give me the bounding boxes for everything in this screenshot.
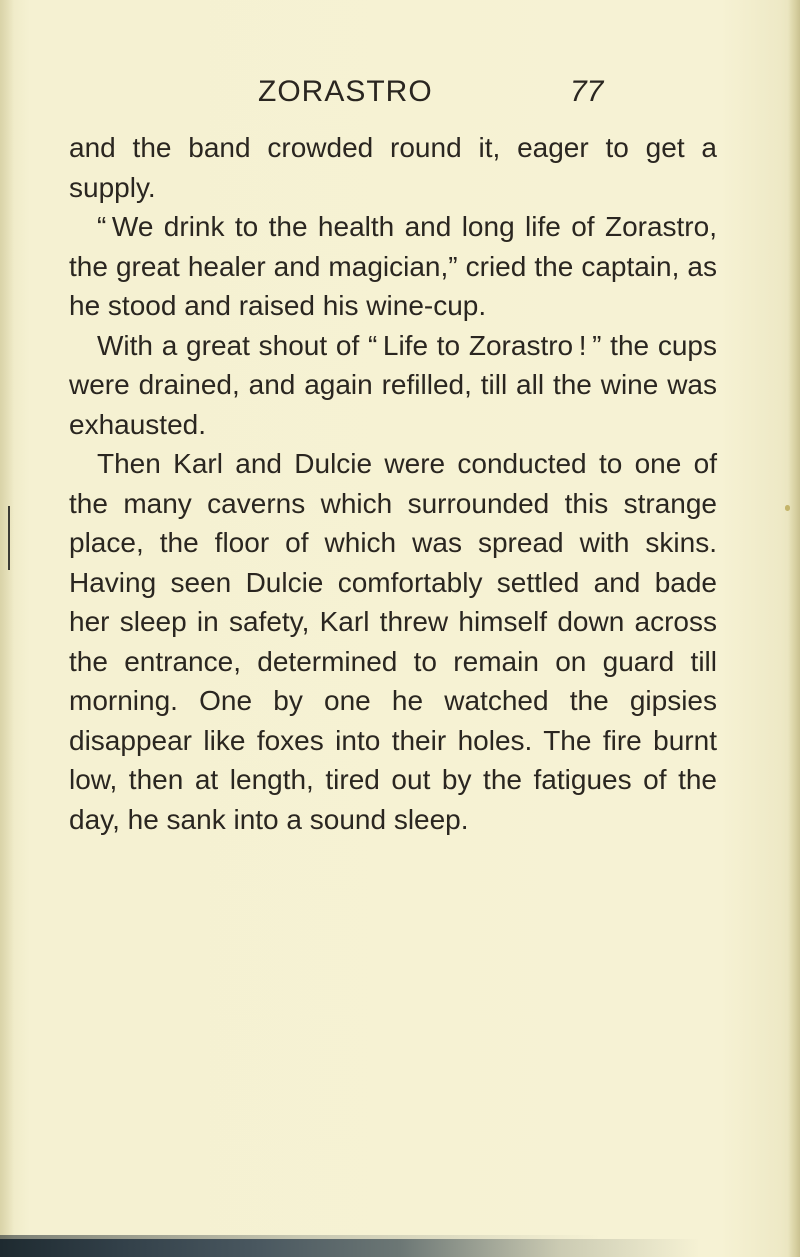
paragraph: With a great shout of “ Life to Zorastro ! ” the cups were drained, and again refilled, till all the wine was exhausted. [69, 329, 717, 440]
margin-mark [8, 506, 10, 570]
scan-edge [0, 1239, 800, 1257]
page-edge [788, 0, 800, 1257]
running-head [0, 72, 800, 112]
body-text [69, 128, 717, 839]
paragraph: and the band crowded round it, eager to get a supply. [69, 132, 717, 203]
page-number: 77 [570, 75, 604, 108]
running-title: ZORASTRO [258, 75, 433, 108]
paper-spot [785, 505, 790, 511]
paragraph: Then Karl and Dulcie were conducted to one of the many caverns which surrounded this strange place, the floor of which was spread with skins. Having seen Dulcie comfortably settled and bade her sleep in safety, Karl threw himself down across the entrance, determined to remain on guard till morning. One by one he watched the gipsies disappear like foxes into their holes. The fire burnt low, then at length, tired out by the fatigues of the day, he sank into a sound sleep. [69, 448, 717, 835]
page-gutter-shadow [0, 0, 14, 1257]
paragraph: “ We drink to the health and long life of Zorastro, the great healer and magician,” cried the captain, as he stood and raised his wine-cup. [69, 211, 717, 321]
